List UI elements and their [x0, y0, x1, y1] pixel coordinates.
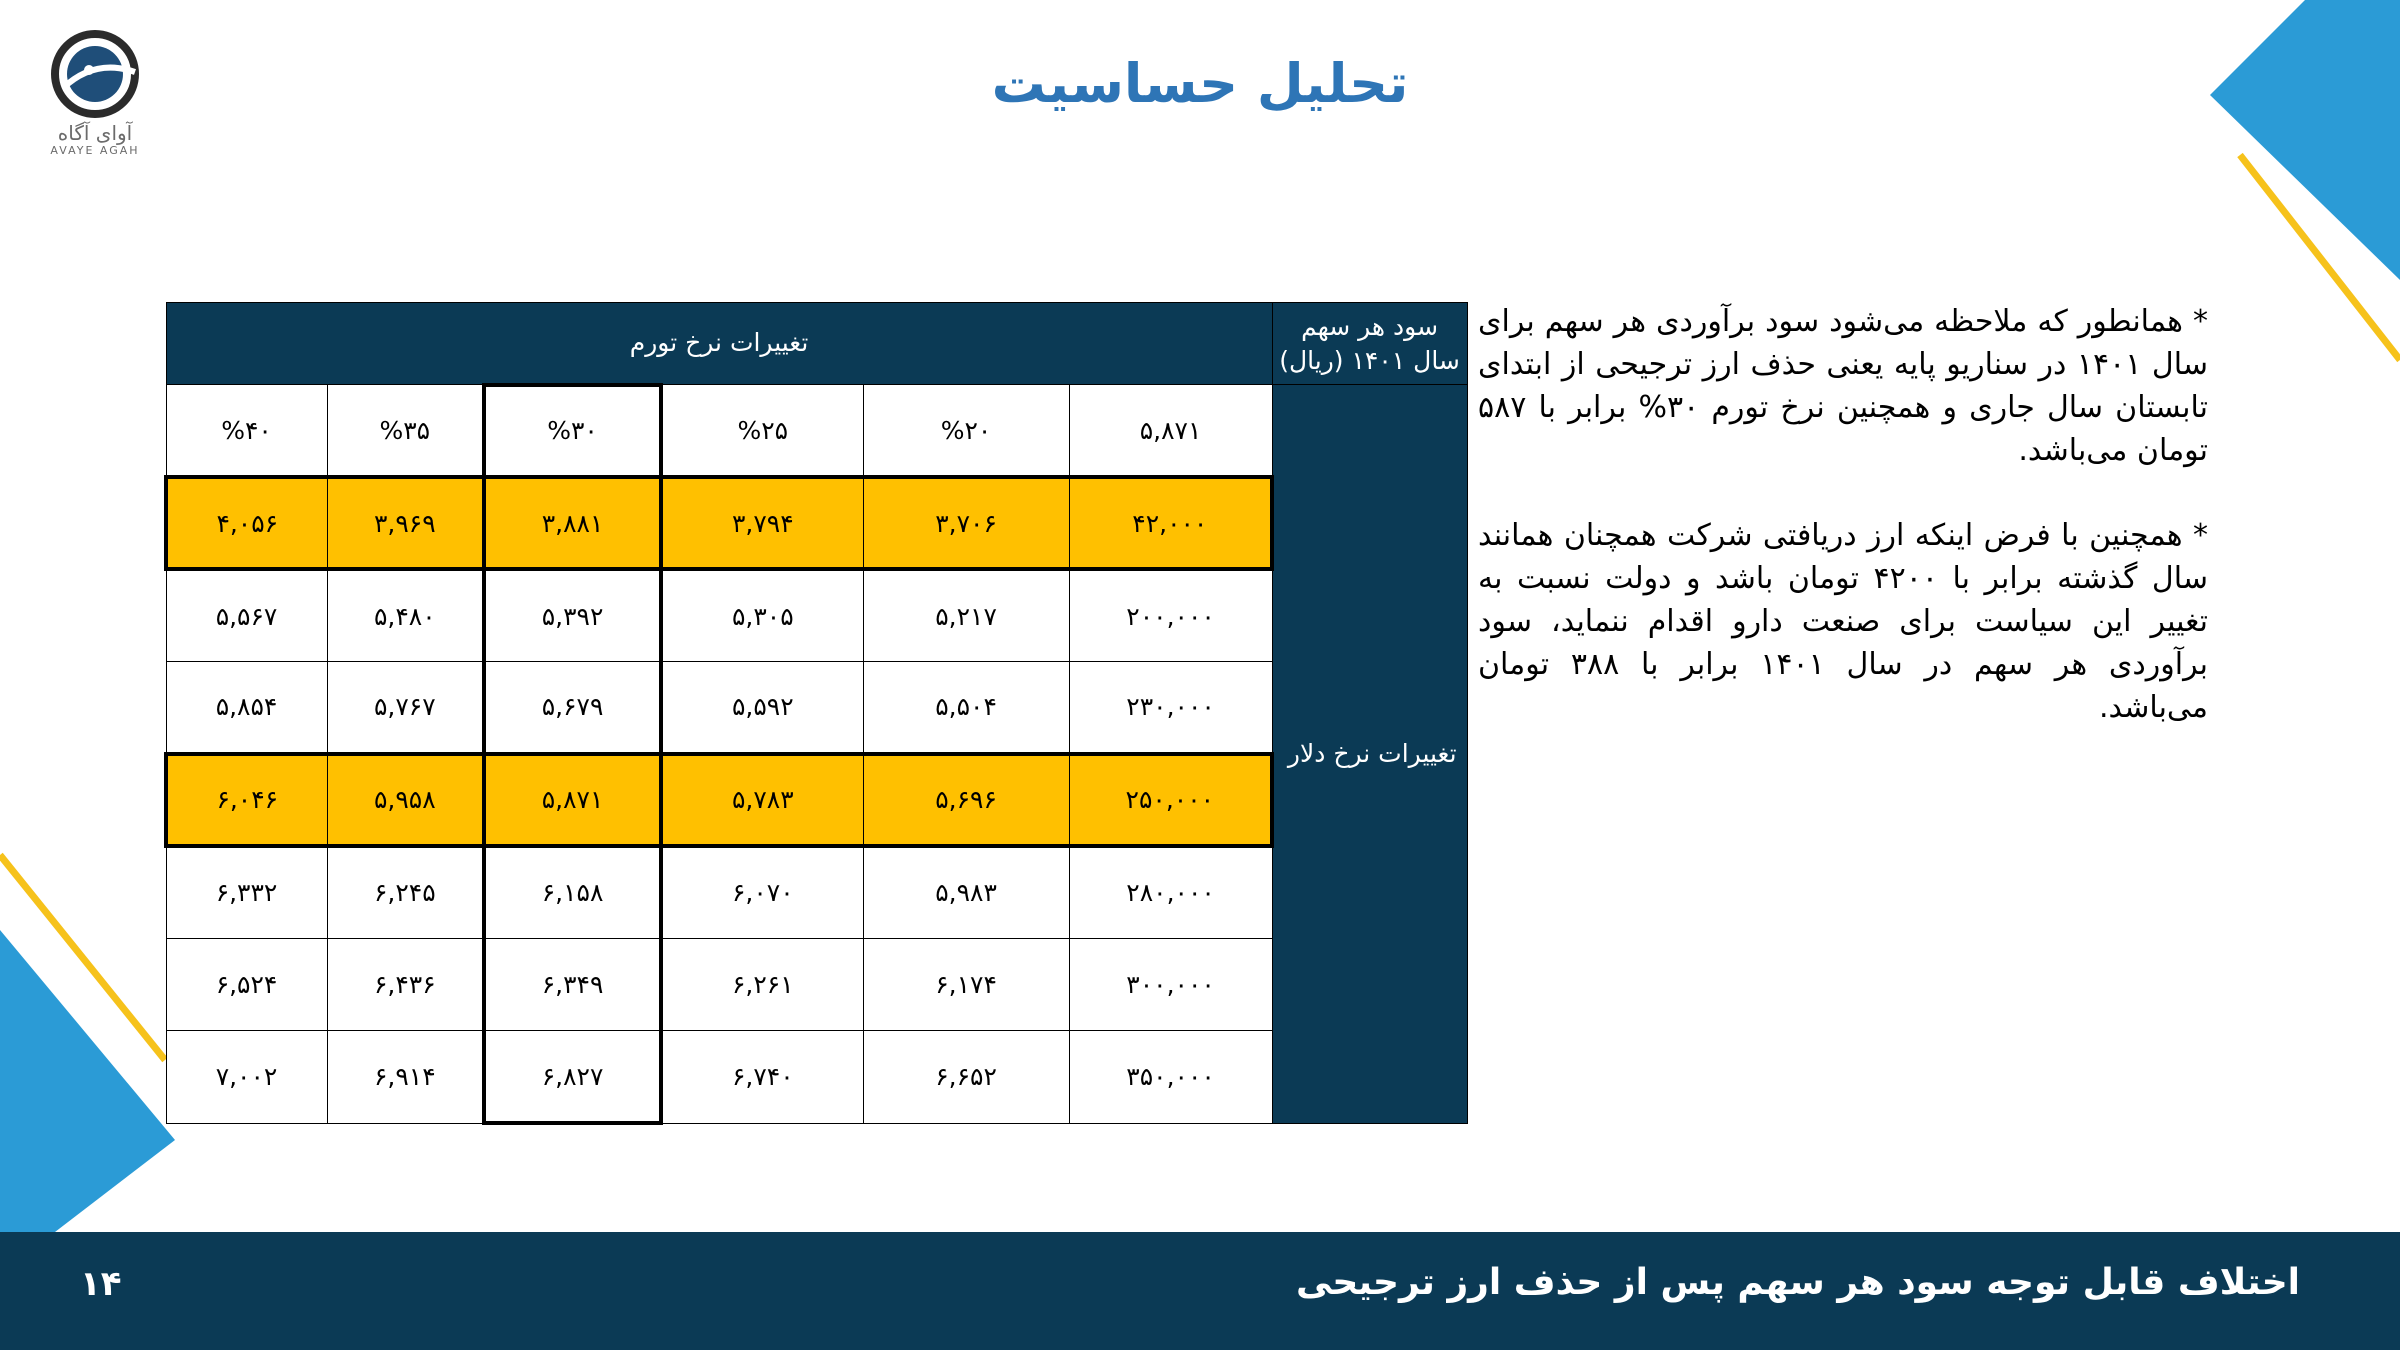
dollar-rate-cell: ۳۰۰,۰۰۰	[1069, 938, 1272, 1030]
footer-bar	[0, 1232, 2400, 1350]
inflation-rate-cell: %۲۵	[661, 385, 863, 477]
inflation-header: تغییرات نرخ تورم	[166, 303, 1272, 385]
dollar-header: تغییرات نرخ دلار	[1272, 385, 1467, 1123]
eps-cell: ۶,۱۷۴	[863, 938, 1069, 1030]
eps-cell: ۳,۷۰۶	[863, 477, 1069, 569]
eps-cell: ۶,۸۲۷	[484, 1031, 661, 1123]
dollar-rate-cell: ۲۵۰,۰۰۰	[1069, 754, 1272, 846]
table-row	[166, 477, 1467, 569]
eps-cell: ۳,۹۶۹	[327, 477, 484, 569]
eps-cell: ۶,۳۳۲	[166, 846, 327, 938]
eps-cell: ۵,۵۰۴	[863, 662, 1069, 754]
dollar-rate-cell: ۳۵۰,۰۰۰	[1069, 1031, 1272, 1123]
eps-cell: ۳,۸۸۱	[484, 477, 661, 569]
eps-cell: ۵,۷۸۳	[661, 754, 863, 846]
eps-cell: ۶,۴۳۶	[327, 938, 484, 1030]
eps-cell: ۶,۷۴۰	[661, 1031, 863, 1123]
sensitivity-table	[164, 302, 1468, 1125]
eps-cell: ۷,۰۰۲	[166, 1031, 327, 1123]
eps-cell: ۶,۳۴۹	[484, 938, 661, 1030]
note-paragraph: * همچنین با فرض اینکه ارز دریافتی شرکت همچنان همانند سال گذشته برابر با ۴۲۰۰ تومان باشد و دولت نسبت به تغییر این سیاست برای صنعت دارو اقدام ننماید، سود برآوردی هر سهم در سال ۱۴۰۱ برابر با ۳۸۸ تومان می‌باشد.	[1478, 518, 2209, 725]
notes-panel	[1478, 300, 2208, 771]
eps-cell: ۴,۰۵۶	[166, 477, 327, 569]
eps-cell: ۶,۹۱۴	[327, 1031, 484, 1123]
inflation-rate-cell: %۴۰	[166, 385, 327, 477]
logo-text-fa: آوای آگاه	[57, 121, 133, 145]
table-row	[166, 846, 1467, 938]
footer-caption: اختلاف قابل توجه سود هر سهم پس از حذف ارز ترجیحی	[1295, 1262, 2300, 1303]
eps-cell: ۵,۸۷۱	[484, 754, 661, 846]
dollar-rate-cell: ۲۸۰,۰۰۰	[1069, 846, 1272, 938]
eps-cell: ۳,۷۹۴	[661, 477, 863, 569]
eps-cell: ۵,۳۰۵	[661, 569, 863, 661]
eps-cell: ۶,۰۴۶	[166, 754, 327, 846]
eps-cell: ۵,۶۷۹	[484, 662, 661, 754]
corner-line-1: سود هر سهم	[1301, 311, 1439, 341]
eps-cell: ۵,۵۶۷	[166, 569, 327, 661]
logo-text-en: AVAYE AGAH	[50, 144, 140, 157]
dollar-rate-cell: ۴۲,۰۰۰	[1069, 477, 1272, 569]
eps-cell: ۶,۲۶۱	[661, 938, 863, 1030]
table-row	[166, 1031, 1467, 1123]
eps-cell: ۵,۶۹۶	[863, 754, 1069, 846]
eps-cell: ۶,۶۵۲	[863, 1031, 1069, 1123]
decor-bottom-left	[0, 840, 180, 1260]
eps-cell: ۵,۲۱۷	[863, 569, 1069, 661]
eps-cell: ۵,۷۶۷	[327, 662, 484, 754]
page-number: ۱۴	[80, 1264, 122, 1304]
inflation-rate-cell: %۳۰	[484, 385, 661, 477]
page-title: تحلیل حساسیت	[991, 52, 1409, 115]
table-corner-header	[1272, 303, 1467, 385]
corner-line-2: سال ۱۴۰۱ (ریال)	[1279, 345, 1460, 375]
eps-cell: ۵,۳۹۲	[484, 569, 661, 661]
eps-cell: ۵,۹۵۸	[327, 754, 484, 846]
inflation-rate-cell: %۲۰	[863, 385, 1069, 477]
inflation-rate-cell: %۳۵	[327, 385, 484, 477]
base-value-cell: ۵,۸۷۱	[1069, 385, 1272, 477]
eps-cell: ۵,۹۸۳	[863, 846, 1069, 938]
table-row	[166, 938, 1467, 1030]
table-row	[166, 662, 1467, 754]
eps-cell: ۶,۱۵۸	[484, 846, 661, 938]
dollar-rate-cell: ۲۰۰,۰۰۰	[1069, 569, 1272, 661]
table-row	[166, 754, 1467, 846]
note-paragraph: * همانطور که ملاحظه می‌شود سود برآوردی هر سهم برای سال ۱۴۰۱ در سناریو پایه یعنی حذف ارز ترجیحی از ابتدای تابستان سال جاری و همچنین نرخ تورم ۳۰% برابر با ۵۸۷ تومان می‌باشد.	[1478, 304, 2209, 468]
dollar-rate-cell: ۲۳۰,۰۰۰	[1069, 662, 1272, 754]
eps-cell: ۵,۸۵۴	[166, 662, 327, 754]
eps-cell: ۶,۰۷۰	[661, 846, 863, 938]
eps-cell: ۶,۲۴۵	[327, 846, 484, 938]
table-row	[166, 569, 1467, 661]
eps-cell: ۵,۵۹۲	[661, 662, 863, 754]
eps-cell: ۵,۴۸۰	[327, 569, 484, 661]
eps-cell: ۶,۵۲۴	[166, 938, 327, 1030]
